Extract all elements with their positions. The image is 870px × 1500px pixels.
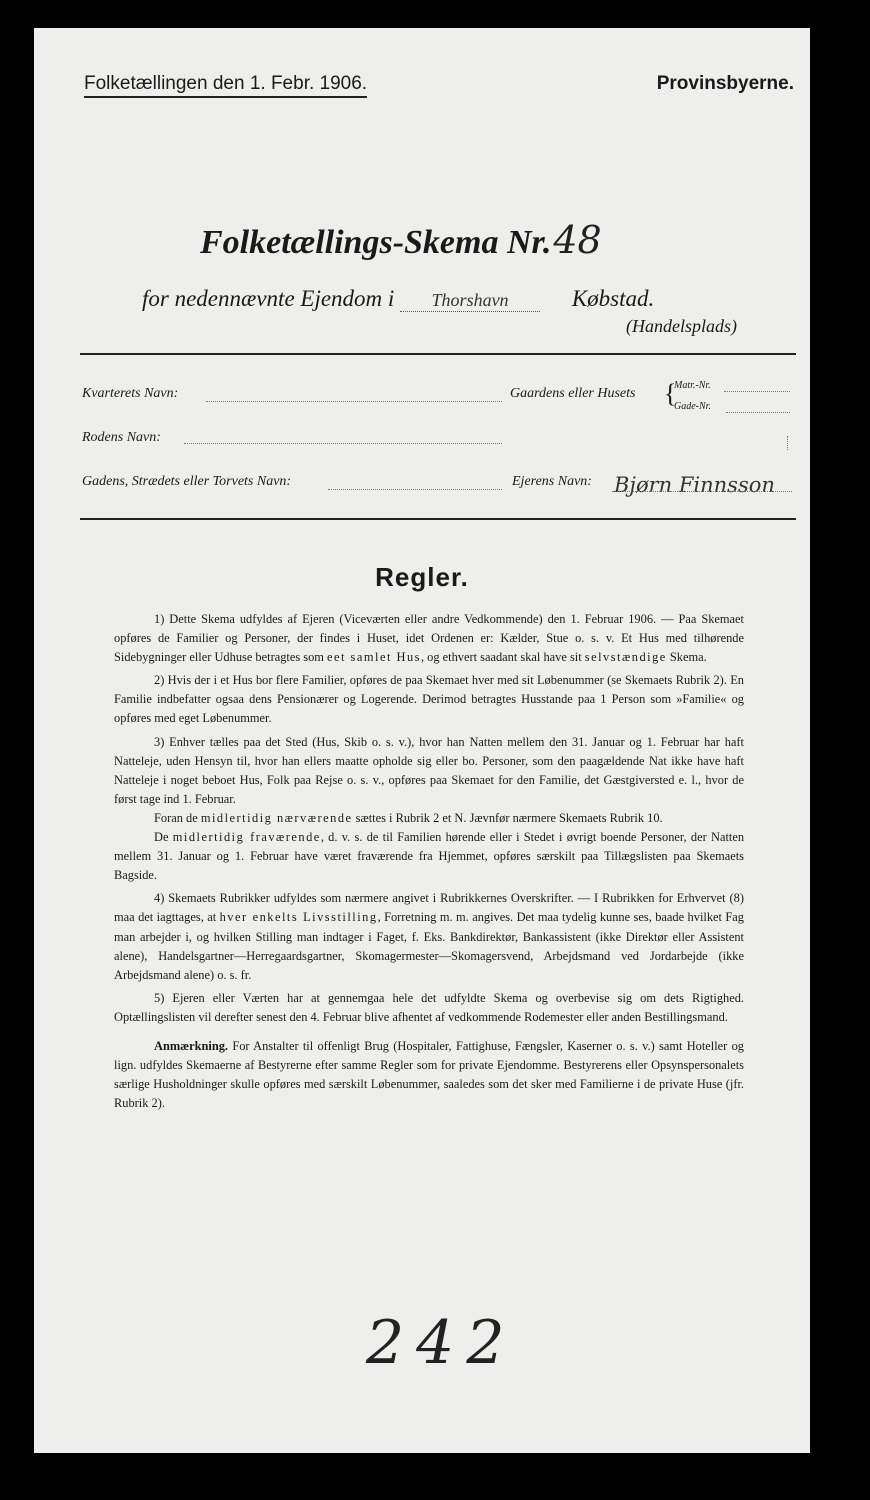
bottom-divider [80, 518, 796, 520]
annotation-label: Anmærkning. [154, 1038, 229, 1053]
kvarter-label: Kvarterets Navn: [82, 386, 179, 401]
subtitle-suffix: Købstad. [571, 286, 655, 311]
census-form-page [34, 28, 810, 1453]
ejer-field[interactable] [612, 490, 792, 492]
gade-label: Gadens, Strædets eller Torvets Navn: [82, 474, 292, 489]
top-divider [80, 353, 796, 355]
rule-4: 4) Skemaets Rubrikker udfyldes som nærmere angivet i Rubrikkernes Overskrifter. — I Rubrikken for Erhvervet (8) maa det iagttages, at hver enkelts Livsstilling, Forretning m. m. angives. Det maa tydelig kunne ses, baade hvilket Fag man arbejder i, og hvilken Stilling man indtager i Faget, f. Eks. Bankdirektør, Bankassistent (ikke Direktør eller Assistent alene), Handelsgartner—Herregaardsgartner, Skomagermester—Skomagersvend, Arbejdsmand ved Jordarbejde (ikke Arbejdsmand alene) o. s. fr. [114, 891, 744, 982]
gade-nr-field[interactable] [726, 411, 790, 413]
form-subtitle [142, 286, 654, 312]
region-header: Provinsbyerne. [656, 73, 794, 94]
gaard-label: Gaardens eller Husets [510, 386, 636, 401]
kvarter-field[interactable] [206, 400, 502, 402]
rule-5: 5) Ejeren eller Værten har at gennemgaa hele det udfyldte Skema og overbevise sig om dets Rigtighed. Optællingslisten vil derefter senest den 4. Februar blive afhentet af vedkommende Rodemester eller anden Bestillingsmand. [114, 990, 744, 1024]
matr-label: Matr.-Nr. [674, 380, 711, 391]
rule-3c: De midlertidig fraværende, d. v. s. de til Familien hørende eller i Stedet i øvrigt boende Personer, der Natten mellem 31. Januar og 1. Februar have været fraværende fra Hjemmet, opføres særskilt paa Tillægslisten paa Skemaets Bagside. [114, 830, 745, 883]
edge-mark [787, 436, 792, 450]
page-number-handwritten: 242 [366, 1308, 517, 1378]
subtitle-alt: (Handelsplads) [626, 316, 737, 336]
form-title [200, 218, 602, 262]
town-handwritten: Thorshavn [400, 290, 540, 312]
matr-field[interactable] [724, 390, 790, 392]
gade-nr-label: Gade-Nr. [674, 401, 711, 412]
rule-1: 1) Dette Skema udfyldes af Ejeren (Viceværten eller andre Vedkommende) den 1. Februar 1906. — Paa Skemaet opføres de Familier og Personer, der findes i Huset, idet Ordenen er: Kælder, Stue o. s. v. Et Hus med tilhørende Sidebygninger eller Udhuse betragtes som eet samlet Hus, og ethvert saadant skal have sit selvstændige Skema. [114, 612, 744, 665]
form-number-handwritten: 48 [553, 218, 602, 262]
subtitle-prefix: for nedennævnte Ejendom i [142, 286, 395, 311]
gade-field[interactable] [328, 488, 502, 490]
owner-name-handwritten: Bjørn Finnsson [614, 473, 775, 497]
rule-3b: Foran de midlertidig nærværende sættes i Rubrik 2 et N. Jævnfør nærmere Skemaets Rubrik 10. [154, 810, 663, 825]
census-date-header: Folketællingen den 1. Febr. 1906. [84, 73, 367, 98]
rule-3: 3) Enhver tælles paa det Sted (Hus, Skib o. s. v.), hvor han Natten mellem den 31. Januar og 1. Februar har haft Natteleje, uden Hensyn til, hvor han ellers maatte opholde sig eller bo. Personer, som den paagældende Nat ikke have haft Natteleje i noget beboet Hus, Folk paa Rejse o. s. v., opføres paa Skemaet for den Familie, det Gæstgiversted e. l., hvor de først tage ind 1. Februar. [114, 734, 744, 806]
rules-heading: Regler. [375, 562, 469, 592]
rode-label: Rodens Navn: [82, 430, 161, 445]
annotation: Anmærkning. For Anstalter til offenligt Brug (Hospitaler, Fattighuse, Fængsler, Kaserner o. s. v.) samt Hoteller og lign. udfyldes Skemaerne af Bestyrerne efter samme Regler som for private Ejendomme. Bestyrerens eller Opsynspersonalets særlige Husholdninger skulle opføres med særskilt Løbenummer, saaledes som det sker med Familierne i de private Huse (jfr. Rubrik 2). [114, 1038, 744, 1111]
brace-icon: { [664, 379, 677, 408]
rules-body [114, 610, 744, 1117]
rule-2: 2) Hvis der i et Hus bor flere Familier, opføres de paa Skemaet hver med sit Løbenummer (se Skemaets Rubrik 2). En Familie indbefatter ogsaa dens Pensionærer og Logerende. Derimod betragtes Husstande paa 1 Person som »Familie« og opføres med eget Løbenummer. [114, 673, 744, 726]
ejer-label: Ejerens Navn: [512, 474, 592, 489]
form-title-text: Folketællings-Skema Nr. [200, 224, 552, 261]
rode-field[interactable] [184, 442, 502, 444]
